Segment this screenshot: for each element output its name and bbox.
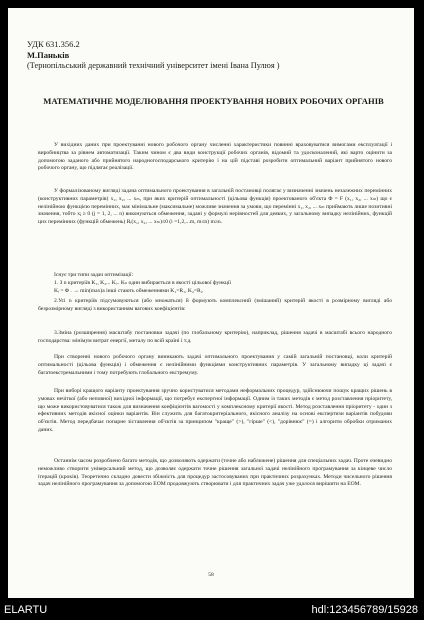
document-page [8,8,414,598]
author-name: М.Паньків [27,50,70,60]
formula-line: Kᵢ = Φ . → min(max)а інші стають обмеженнями K₁=R₁, K₂=R₂ [54,288,203,294]
paragraph-4: 1. З n критеріїв K₁, K₂... Kᵢ.. Kₙ один вибирається в якості цільової функції [54,280,232,286]
udk-code: УДК 631.356.2 [27,39,80,49]
page-number: 58 [208,572,214,578]
paragraph-8: При виборі кращого варіанту проектування зручно користуватися методами неформальних процедур, здійснюючи пошук кращих рішень в умовах нечіткої (або неповної) вихідної інформації, що потребує експертної інформації. Одним із таких методів є метод розставлення пріоритету, що може використовуватися також для визначення коефіцієнтів вагомості у комплексному критерії якості. Метод розставлення пріоритету - один з ефективних методів якісної оцінки варіантів. Він служить для багатокритеріального, якісного аналізу на основі експертизи варіантів побудови об'єктів. Метод передбачає попарне зіставлення об'єктів за принципом "краще" (>), "гірше" (<), "дорівнює" (=) і алгоритм обробки отриманих даних. [38,388,392,433]
paragraph-9: Останнім часом розроблено багато методів, що дозволяють одержати (точне або наближене) рішення для спеціальних задач. Проте очевидно неможливо створити універсальний метод, що дозволяє одержати точне рішення загальної задачі нелінійного програмування за кінцеве число ітерацій (кроків). Теоретично складно довести збіжність для процедур застосовуваних при практичних розрахунках. Методи чисельного рішення задач нелінійного програмування за допомогою ЕОМ продовжують створювати і для практичних задач уже удалося вирішити на ЕОМ. [38,458,392,488]
paragraph-2: У формалізованому вигляді задача оптимального проектування в загальній постановці полягає у визначенні значень незалежних перемінних (конструктивних параметрів) x₁, x₂, ... xₘ, при яких критерій оптимальності (цільова функція) проектованого об'єкта Φ = F (x₁, x₂, ... xₘ) що є нелінійною функцією перемінних, має мінімальне (максимальне) можливе значення за умови, що перемінні x₁, x₂, ... xₘ приймають лише позитивні значення, тобто xⱼ ≥ 0 (j = 1, 2, ... n) виконуються обмеження, задані у формулі нерівностей для деяких, у загальному випадку нелінійних, функцій цих перемінних (функцій обмежень) Rᵢ(x₁, x₂, ... xₘ)≤0 (i =1,2,...m, m≤n) m≥n. [38,188,392,226]
repository-name: ELARTU [4,604,48,616]
paragraph-5: 2.Усі n критеріїв підсумовуються (або множаться) й формують комплексний (змішаний) критерій якості в розмірному вигляді або безрозмірному вигляді з використанням вагових коефіцієнтів: [38,298,392,312]
handle-id: hdl:123456789/15928 [311,604,418,616]
paragraph-3: Існує три типи задач оптимізації: [54,272,134,278]
paper-title: МАТЕМАТИЧНЕ МОДЕЛЮВАННЯ ПРОЕКТУВАННЯ НОВИХ РОБОЧИХ ОРГАНІВ [43,96,384,106]
paragraph-7: При створенні нового робочого органу виникають задачі оптимального проектування у самій загальній постановці, коли критерій оптимальності (цільова функція) і обмеження є нелінійними функціями конструктивних параметрів. У загальному випадку ці задачі є багатоекстремальними і тому потребують глобального екстремуму. [38,354,392,376]
footer-bar [0,602,424,620]
paragraph-1: У вихідних даних при проектуванні нового робочого органу численні характеристики повинні враховуватися вимогами експлуатації і виробництва за рівнем автоматизації. Таким чином є два види конструкції робочих органів, відомий та удосконалений, які варто оцінити за допомогою заданого або прийнятого народногосподарського критерію і на цій підставі розробити оптимальний варіант прийнятого нового робочого органу, що підлягає реалізації. [38,142,392,172]
author-affiliation: (Тернопільський державний технічний університет імені Івана Пулюя ) [27,61,280,70]
paragraph-6: 3.Зміна (розширення) масштабу постановки задачі (по глобальному критерію), наприклад, рішення задачі в масштабі всього народного господарства: мінімум витрат енергії, металу по всій країні і т.д. [38,330,392,344]
